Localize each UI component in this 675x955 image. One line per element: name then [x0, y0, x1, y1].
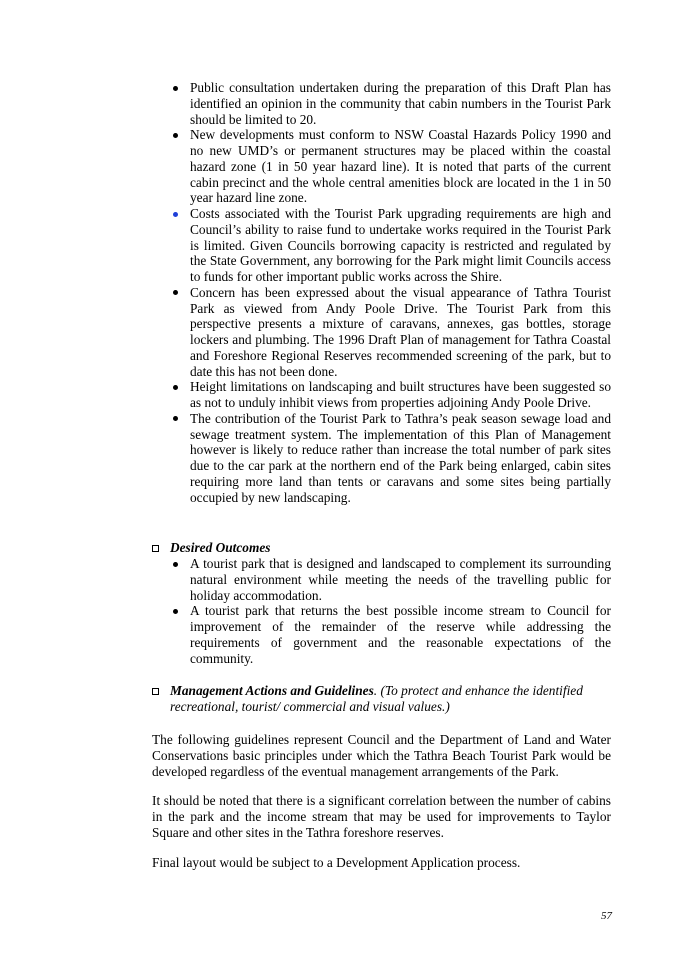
list-item: Public consultation undertaken during the preparation of this Draft Plan has identified an opinion in the community that cabin numbers in the Tourist Park should be limited to 20. [190, 80, 611, 127]
bullet-icon [173, 212, 178, 217]
correlation-paragraph: It should be noted that there is a significant correlation between the number of cabins in the park and the income stream that may be used for improvements to Taylor Square and other sites in the Tathra foreshore reserves. [152, 793, 611, 840]
checkbox-square-icon [152, 545, 159, 552]
bullet-icon [173, 562, 178, 567]
list-item: Concern has been expressed about the visual appearance of Tathra Tourist Park as viewed from Andy Poole Drive. The Tourist Park from this perspective presents a mixture of caravans, annexes, gas bottles, storage lockers and plumbing. The 1996 Draft Plan of management for Tathra Coastal and Foreshore Regional Reserves recommended screening of the park, but to date this has not been done. [190, 285, 611, 380]
list-item: A tourist park that is designed and landscaped to complement its surrounding natural environment while meeting the needs of the travelling public for holiday accommodation. [190, 556, 611, 603]
list-item: Height limitations on landscaping and built structures have been suggested so as not to unduly inhibit views from properties adjoining Andy Poole Drive. [190, 379, 611, 411]
bullet-icon [173, 609, 178, 614]
guidelines-paragraph: The following guidelines represent Council and the Department of Land and Water Conservations basic principles under which the Tathra Beach Tourist Park would be developed regardless of the eventual management arrangements of the Park. [152, 732, 611, 779]
bullet-icon [173, 133, 178, 138]
list-item: The contribution of the Tourist Park to Tathra’s peak season sewage load and sewage treatment system. The implementation of this Plan of Management however is likely to reduce rather than increase the total number of park sites due to the car park at the northern end of the Park being enlarged, cabin sites requiring more land than tents or caravans and some sites being partially occupied by new landscaping. [190, 411, 611, 506]
checkbox-square-icon [152, 688, 159, 695]
section-heading-text: Management Actions and Guidelines [170, 683, 374, 698]
desired-outcomes-list [190, 556, 611, 666]
bullet-icon [173, 416, 178, 421]
list-item: New developments must conform to NSW Coastal Hazards Policy 1990 and no new UMD’s or permanent structures may be placed within the coastal hazard zone (1 in 50 year hazard line). It is noted that parts of the current cabin precinct and the whole central amenities block are located in the 1 in 50 year hazard line zone. [190, 127, 611, 206]
page-number: 57 [601, 910, 612, 922]
layout-paragraph: Final layout would be subject to a Development Application process. [152, 855, 521, 870]
constraints-bullet-list [190, 80, 611, 505]
bullet-icon [173, 86, 178, 91]
bullet-icon [173, 290, 178, 295]
section-heading-text: Desired Outcomes [170, 540, 271, 555]
list-item: A tourist park that returns the best possible income stream to Council for improvement of the remainder of the reserve while addressing the requirements of government and the reasonable expectations of the community. [190, 603, 611, 666]
list-item: Costs associated with the Tourist Park upgrading requirements are high and Council’s ability to raise fund to undertake works required in the Tourist Park is limited. Given Councils borrowing capacity is restricted and regulated by the State Government, any borrowing for the Park might limit Councils access to funds for other important public works across the Shire. [190, 206, 611, 285]
bullet-icon [173, 385, 178, 390]
section-subheading-text: . (To protect and enhance the identified recreational, tourist/ commercial and visual values.) [170, 683, 583, 714]
